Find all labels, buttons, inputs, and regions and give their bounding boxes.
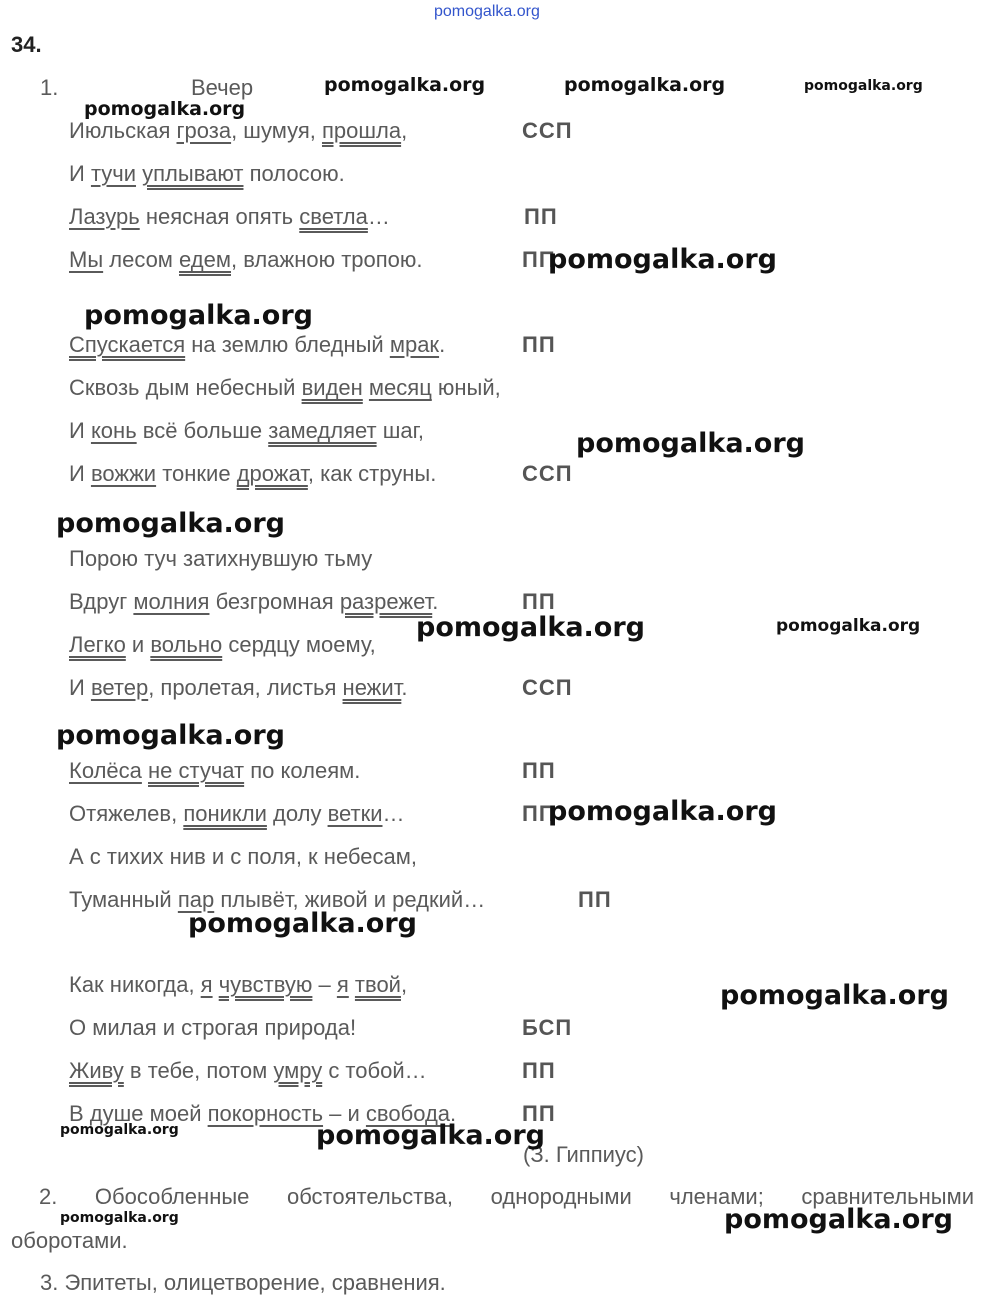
watermark: pomogalka.org <box>60 1122 179 1138</box>
line-text: О милая и строгая природа! <box>69 1015 357 1040</box>
subject-underline: покорность <box>207 1101 324 1126</box>
watermark: pomogalka.org <box>56 508 285 539</box>
subject-underline: конь <box>90 418 137 443</box>
line-text: полосою. <box>243 161 345 186</box>
watermark: pomogalka.org <box>720 980 949 1011</box>
line-text: Порою туч затихнувшую тьму <box>69 546 373 571</box>
line-text: я, <box>297 118 322 143</box>
subject-underline: я <box>336 972 349 997</box>
exercise-number: 34. <box>11 32 42 57</box>
line-text: И <box>69 418 91 443</box>
poem-line <box>69 375 501 401</box>
item1-number: 1. <box>40 75 59 100</box>
predicate-underline: замедляет <box>268 418 377 443</box>
line-text: и <box>125 632 151 657</box>
poem-line <box>69 758 360 784</box>
subject-underline: Колёса <box>69 758 142 783</box>
predicate-underline: Легко <box>69 632 126 657</box>
poem-line <box>69 247 423 273</box>
subject-underline: Мы <box>69 247 104 272</box>
poem-line <box>69 118 407 144</box>
poem-line <box>69 204 390 230</box>
line-text: с тобой… <box>322 1058 427 1083</box>
line-text: неясная опять <box>139 204 300 229</box>
line-text: тонкие <box>156 461 237 486</box>
line-text: Сквозь дым небесный <box>69 375 302 400</box>
line-text: И <box>69 461 91 486</box>
predicate-underline: Живу <box>69 1058 124 1083</box>
line-text: Вдруг <box>69 589 134 614</box>
predicate-underline: нежит <box>342 675 402 700</box>
answer-item-2-cont: оборотами. <box>11 1228 128 1253</box>
watermark: pomogalka.org <box>564 74 726 96</box>
subject-underline: ветер <box>90 675 149 700</box>
watermark: pomogalka.org <box>316 1120 545 1151</box>
subject-underline: гроза <box>176 118 232 143</box>
poem-line <box>69 675 407 701</box>
line-text: сердцу моему, <box>222 632 376 657</box>
sentence-type-tag: ССП <box>522 675 573 700</box>
subject-underline: я <box>200 972 213 997</box>
watermark: pomogalka.org <box>576 428 805 459</box>
line-text: Туманный <box>69 887 178 912</box>
poem-line <box>69 1058 427 1084</box>
line-text: И <box>69 161 91 186</box>
line-text: , пролетая, листья <box>148 675 343 700</box>
answer-item-3: 3. Эпитеты, олицетворение, сравнения. <box>40 1270 446 1295</box>
predicate-underline: вольно <box>150 632 223 657</box>
poem-line <box>69 418 424 444</box>
sentence-type-tag: ПП <box>522 1058 556 1083</box>
predicate-underline: виден <box>301 375 363 400</box>
line-text: . <box>439 332 446 357</box>
subject-underline: тучи <box>90 161 137 186</box>
predicate-underline: умру <box>273 1058 323 1083</box>
line-text: долу <box>266 801 328 826</box>
predicate-underline: уплывают <box>142 161 244 186</box>
sentence-type-tag: ССП <box>522 118 573 143</box>
line-text: И <box>69 675 91 700</box>
poem-line <box>69 546 372 572</box>
line-text: . <box>401 675 408 700</box>
line-text: , как струны. <box>307 461 437 486</box>
line-text: , <box>401 118 408 143</box>
watermark: pomogalka.org <box>60 1210 179 1226</box>
watermark: pomogalka.org <box>324 74 486 96</box>
poem-line <box>69 161 345 187</box>
line-text: . <box>450 1101 457 1126</box>
subject-underline: молния <box>133 589 210 614</box>
predicate-underline: не стучат <box>148 758 245 783</box>
sentence-type-tag: ССП <box>522 461 573 486</box>
line-text: , <box>400 972 408 997</box>
watermark: pomogalka.org <box>548 244 777 275</box>
line-text: на землю бледный <box>185 332 390 357</box>
line-text: Июльская <box>69 118 177 143</box>
predicate-underline: светла <box>299 204 368 229</box>
watermark: pomogalka.org <box>56 720 285 751</box>
predicate-underline: чувствую <box>218 972 313 997</box>
poem-line <box>69 461 436 487</box>
line-text: шаг, <box>376 418 425 443</box>
predicate-underline: дрожат <box>236 461 308 486</box>
sentence-type-tag: ПП <box>522 801 556 826</box>
subject-underline: свобода <box>365 1101 451 1126</box>
predicate-underline: едем <box>179 247 231 272</box>
line-text: … <box>382 801 405 826</box>
predicate-underline: прошла <box>321 118 402 143</box>
line-text: по колеям. <box>244 758 361 783</box>
line-text: Как никогда, <box>69 972 201 997</box>
watermark: pomogalka.org <box>416 612 645 643</box>
predicate-underline: Спускается <box>69 332 186 357</box>
header-watermark: pomogalka.org <box>434 3 540 20</box>
answer-item-2-text: 2. Обособленные обстоятельства, однородными членами; сравнительными <box>39 1184 974 1209</box>
line-text: безгромная <box>209 589 340 614</box>
watermark: pomogalka.org <box>84 98 246 120</box>
line-text: А с тихих нив и с поля, к небесам, <box>69 844 417 869</box>
subject-underline: пар <box>177 887 215 912</box>
predicate-underline: разрежет <box>339 589 433 614</box>
line-text: Отяжелев, <box>69 801 184 826</box>
subject-underline: вожжи <box>90 461 157 486</box>
subject-underline: мрак <box>389 332 440 357</box>
subject-underline: ветки <box>327 801 383 826</box>
poem-line <box>69 844 417 870</box>
line-text: всё больше <box>136 418 269 443</box>
sentence-type-tag: ПП <box>522 247 556 272</box>
subject-underline: Лазурь <box>69 204 140 229</box>
line-text: , шуму <box>231 118 298 143</box>
watermark: pomogalka.org <box>84 300 313 331</box>
poem-line <box>69 972 407 998</box>
line-text: плывёт, живой и редкий… <box>214 887 486 912</box>
sentence-type-tag: ПП <box>522 758 556 783</box>
line-text: – <box>312 972 337 997</box>
poem-line <box>69 632 376 658</box>
line-text: В душе моей <box>69 1101 208 1126</box>
line-text: , влажною тропою. <box>231 247 423 272</box>
line-text: … <box>367 204 390 229</box>
sentence-type-tag: ПП <box>524 204 558 229</box>
sentence-type-tag: ПП <box>522 1101 556 1126</box>
sentence-type-tag: ПП <box>578 887 612 912</box>
poem-line <box>69 332 445 358</box>
line-text: . <box>432 589 439 614</box>
line-text: – и <box>323 1101 366 1126</box>
sentence-type-tag: БСП <box>522 1015 573 1040</box>
line-text: юный, <box>431 375 501 400</box>
line-text: в тебе, потом <box>123 1058 274 1083</box>
poem-line <box>69 801 405 827</box>
watermark: pomogalka.org <box>188 908 417 939</box>
sentence-type-tag: ПП <box>522 332 556 357</box>
poem-line <box>69 1015 356 1041</box>
predicate-underline: поникли <box>183 801 267 826</box>
poem-title: Вечер <box>191 75 254 100</box>
poem-line <box>69 589 438 615</box>
line-text: лесом <box>103 247 180 272</box>
poem-author: (З. Гиппиус) <box>523 1142 644 1167</box>
predicate-underline: твой <box>354 972 401 997</box>
sentence-type-tag: ПП <box>522 589 556 614</box>
watermark: pomogalka.org <box>776 616 921 636</box>
watermark: pomogalka.org <box>804 78 923 94</box>
watermark: pomogalka.org <box>724 1204 953 1235</box>
subject-underline: месяц <box>368 375 432 400</box>
watermark: pomogalka.org <box>548 796 777 827</box>
